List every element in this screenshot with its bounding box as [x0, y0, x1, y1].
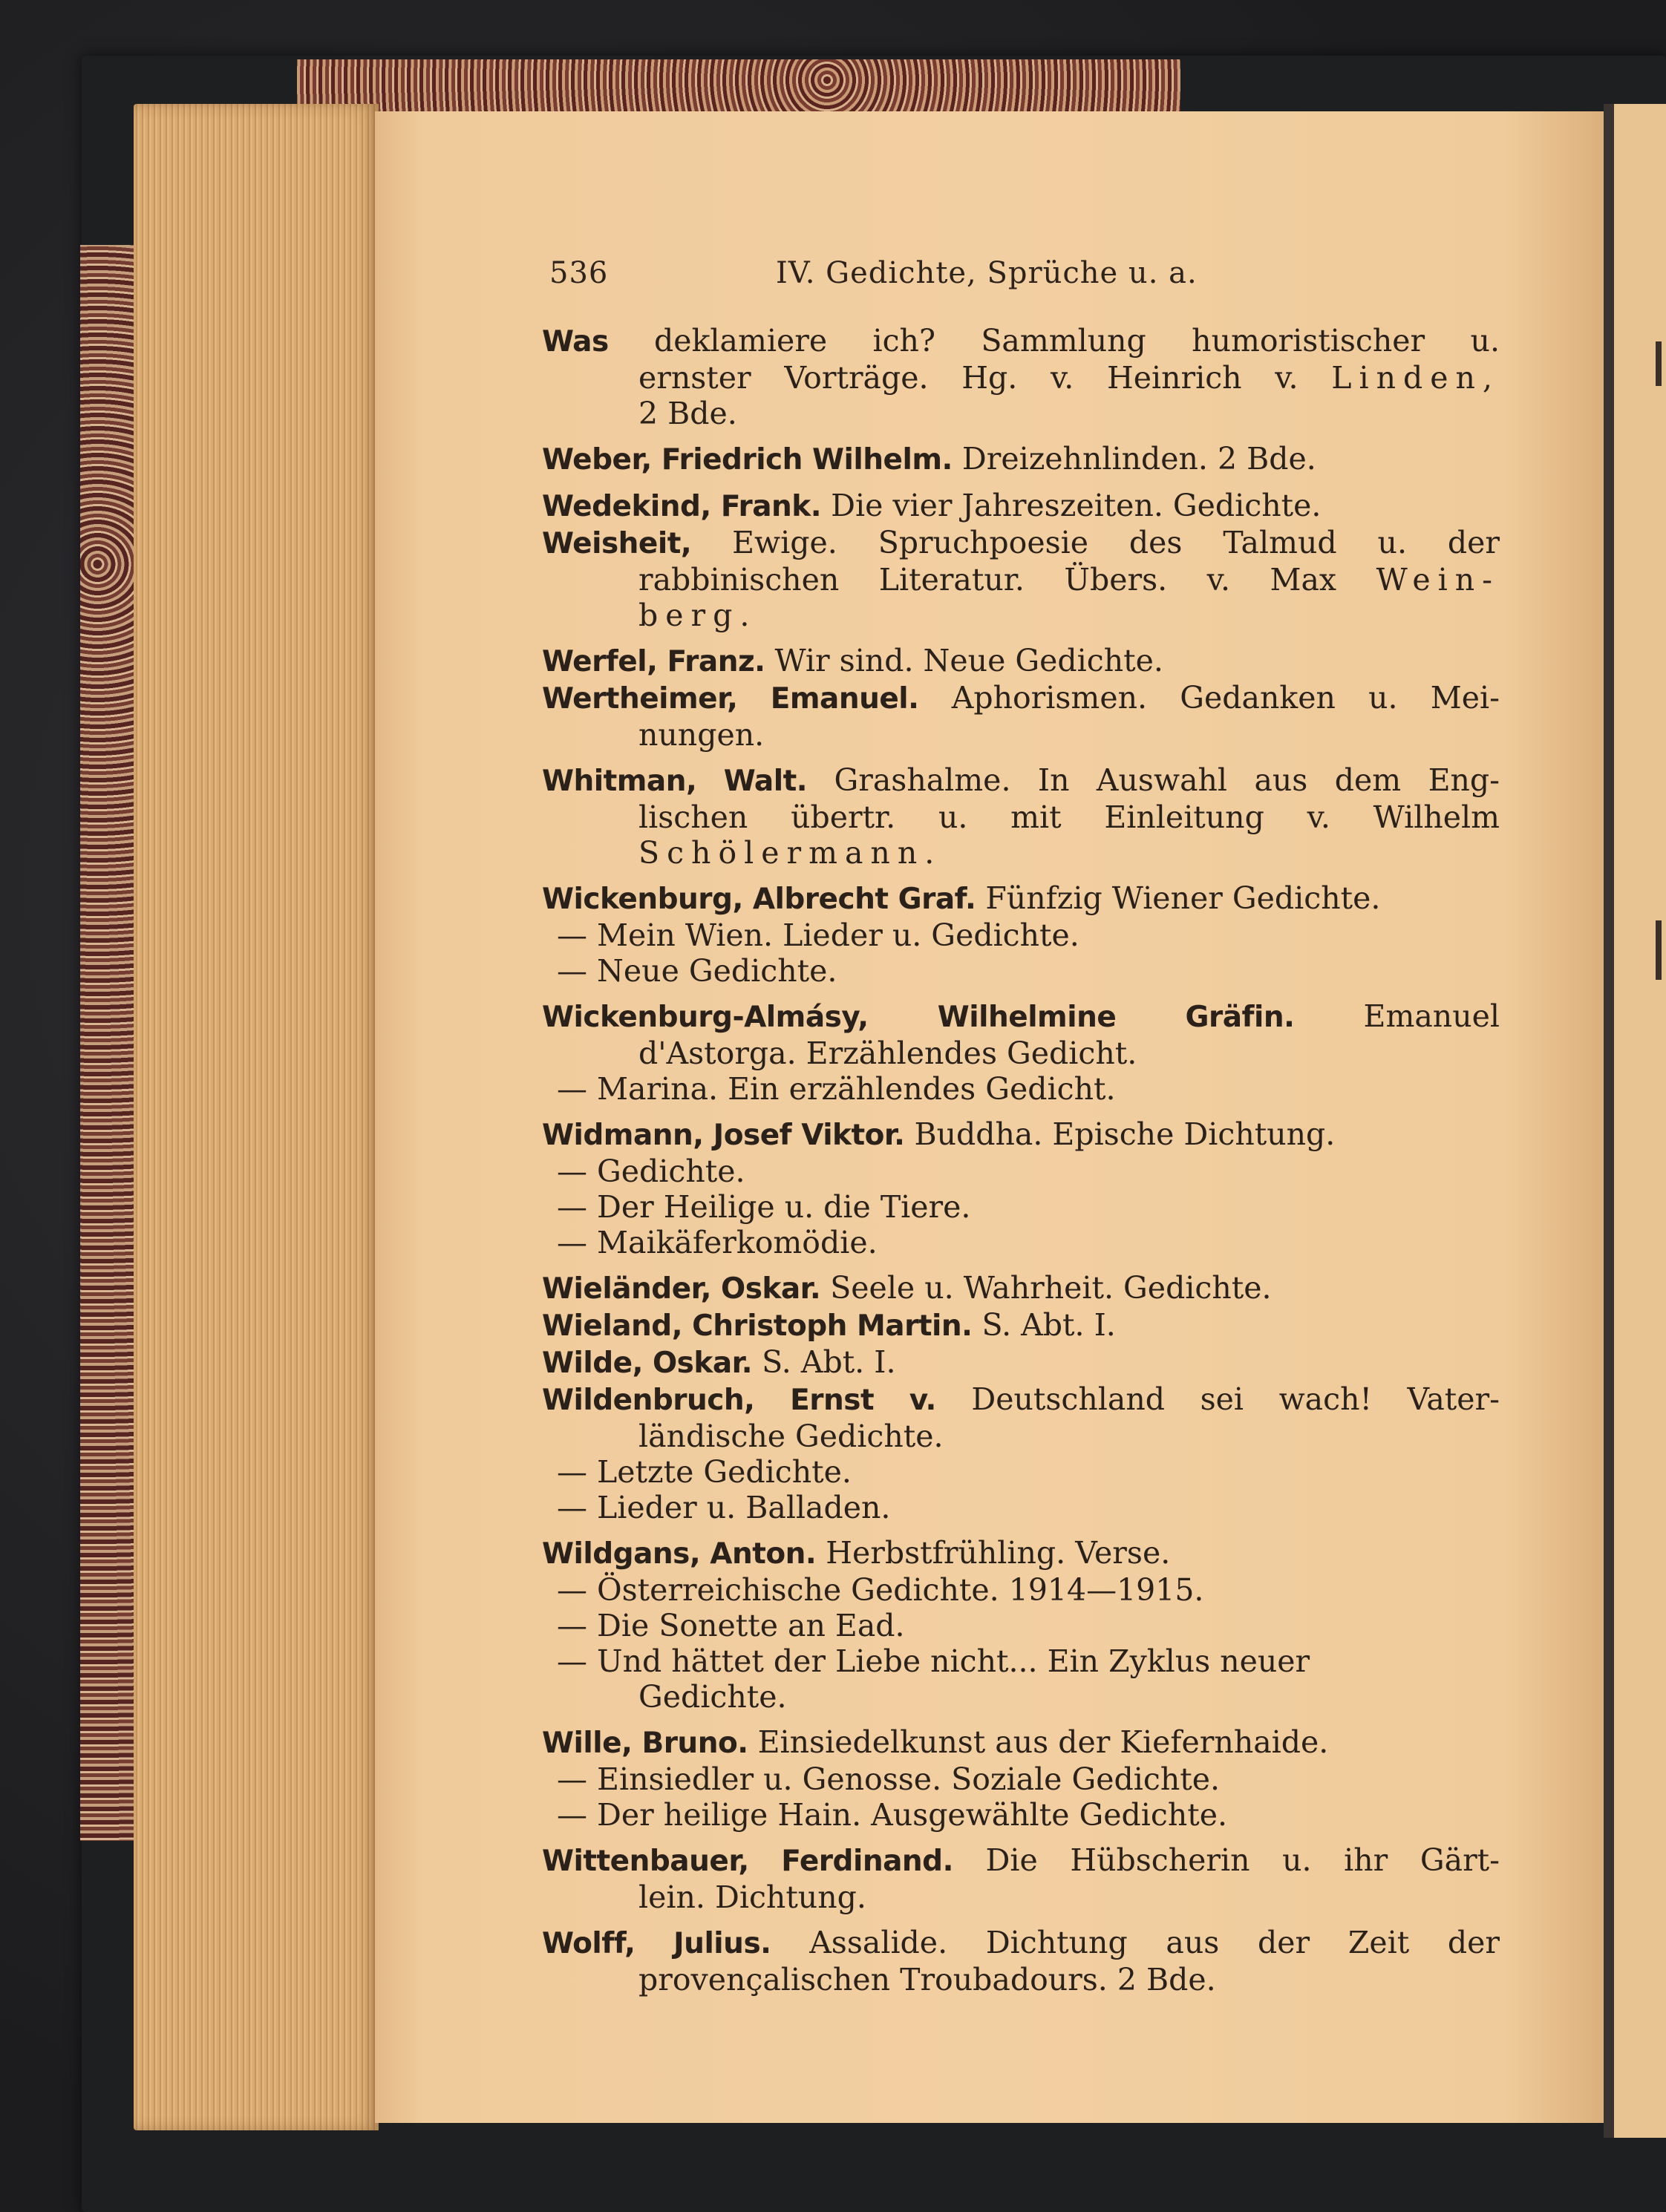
bibliography-entry: [542, 1925, 1500, 1997]
entry-line: [542, 1925, 1500, 1962]
marbled-endpaper-left: [80, 245, 138, 1841]
entry-line: [542, 1307, 1500, 1344]
entry-text: — Gedichte.: [557, 1154, 745, 1189]
entry-text: S. Abt. I.: [972, 1307, 1116, 1343]
author-name: Wolff, Julius.: [542, 1927, 771, 1960]
bibliography-entry: [542, 1724, 1500, 1833]
entry-line: [542, 1035, 1500, 1071]
entry-line: [542, 396, 1500, 431]
entry-line: [542, 953, 1500, 989]
page-block-edges: [134, 104, 379, 2130]
marbled-endpaper-top: [297, 59, 1180, 111]
entry-line: [542, 917, 1500, 953]
entry-text: 2 Bde.: [638, 396, 737, 431]
author-name: Wieland, Christoph Martin.: [542, 1309, 973, 1343]
entry-text: ländische Gedichte.: [638, 1419, 944, 1454]
entry-text: d'Astorga. Erzählendes Gedicht.: [638, 1035, 1137, 1071]
entry-text: lischen übertr. u. mit Einleitung v. Wilhelm: [638, 799, 1500, 835]
author-name: Whitman, Walt.: [542, 765, 808, 798]
entry-text: Grashalme. In Auswahl aus dem Eng-: [807, 762, 1500, 798]
author-name: Wickenburg-Almásy, Wilhelmine Gräfin.: [542, 1001, 1295, 1034]
entry-line: [542, 1454, 1500, 1490]
entry-text: — Neue Gedichte.: [557, 953, 837, 989]
entry-line: [542, 1344, 1500, 1381]
author-name: Wildgans, Anton.: [542, 1537, 817, 1571]
bibliography-entry: [542, 880, 1500, 989]
entry-line: [542, 835, 1500, 871]
entry-text: — Letzte Gedichte.: [557, 1454, 852, 1490]
bibliography-entry: [542, 643, 1500, 753]
entry-text: — Österreichische Gedichte. 1914—1915.: [557, 1572, 1204, 1608]
author-name: Wieländer, Oskar.: [542, 1272, 821, 1306]
entry-text: — Der heilige Hain. Ausgewählte Gedichte.: [557, 1797, 1228, 1833]
bibliography-entries: [542, 323, 1500, 2007]
entry-line: [542, 1962, 1500, 1997]
entry-text: nungen.: [638, 717, 765, 753]
entry-text: Fünfzig Wiener Gedichte.: [976, 880, 1381, 916]
entry-line: [542, 525, 1500, 562]
bibliography-entry: [542, 762, 1500, 871]
author-name: Wille, Bruno.: [542, 1727, 748, 1760]
spaced-name: Schölermann.: [638, 835, 942, 871]
entry-text: — Lieder u. Balladen.: [557, 1490, 891, 1525]
entry-text: lein. Dichtung.: [638, 1879, 866, 1915]
author-name: Weber, Friedrich Wilhelm.: [542, 443, 953, 477]
author-name: Was: [542, 325, 609, 359]
entry-line: [542, 717, 1500, 753]
entry-text: Wir sind. Neue Gedichte.: [765, 643, 1163, 678]
entry-text: — Und hättet der Liebe nicht... Ein Zyklus neuer: [557, 1643, 1310, 1679]
entry-line: [542, 1608, 1500, 1643]
entry-line: [542, 762, 1500, 799]
author-name: Wildenbruch, Ernst v.: [542, 1384, 936, 1417]
author-name: Weisheit,: [542, 527, 692, 560]
entry-line: [542, 680, 1500, 717]
author-name: Wilde, Oskar.: [542, 1346, 753, 1380]
entry-text: Seele u. Wahrheit. Gedichte.: [820, 1270, 1272, 1306]
entry-line: [542, 1116, 1500, 1154]
page-header-title: IV. Gedichte, Sprüche u. a.: [776, 256, 1198, 290]
entry-line: [542, 799, 1500, 835]
entry-text: Einsiedelkunst aus der Kiefernhaide.: [748, 1724, 1329, 1760]
entry-line: [542, 1225, 1500, 1260]
entry-line: [542, 1189, 1500, 1225]
entry-text: Herbstfrühling. Verse.: [816, 1535, 1171, 1571]
entry-line: [542, 1679, 1500, 1715]
entry-line: [542, 1879, 1500, 1915]
entry-line: [542, 1419, 1500, 1454]
facing-page-mark: [1656, 920, 1662, 980]
entry-line: [542, 598, 1500, 633]
spaced-name: Linden,: [1331, 360, 1500, 396]
entry-text: provençalischen Troubadours. 2 Bde.: [638, 1962, 1216, 1997]
entry-line: [542, 998, 1500, 1035]
entry-line: [542, 1761, 1500, 1797]
bibliography-entry: [542, 1116, 1500, 1260]
author-name: Werfel, Franz.: [542, 645, 765, 678]
entry-line: [542, 562, 1500, 598]
facing-page-edge: [1604, 104, 1666, 2138]
entry-text: rabbinischen Literatur. Übers. v. Max: [638, 562, 1376, 598]
entry-text: S. Abt. I.: [752, 1344, 896, 1380]
entry-text: Dreizehnlinden. 2 Bde.: [952, 441, 1316, 477]
bibliography-entry: [542, 998, 1500, 1107]
entry-text: ernster Vorträge. Hg. v. Heinrich v.: [638, 360, 1332, 396]
entry-text: — Marina. Ein erzählendes Gedicht.: [557, 1071, 1116, 1107]
bibliography-entry: [542, 1842, 1500, 1915]
bibliography-entry: [542, 323, 1500, 431]
entry-text: Ewige. Spruchpoesie des Talmud u. der: [691, 525, 1500, 560]
entry-text: — Einsiedler u. Genosse. Soziale Gedichte.: [557, 1761, 1220, 1797]
spaced-name: berg.: [638, 598, 757, 633]
entry-line: [542, 880, 1500, 917]
entry-text: Assalide. Dichtung aus der Zeit der: [771, 1925, 1500, 1960]
entry-line: [542, 1797, 1500, 1833]
entry-text: Buddha. Epische Dichtung.: [904, 1116, 1336, 1152]
bibliography-entry: [542, 441, 1500, 478]
entry-line: [542, 360, 1500, 396]
entry-line: [542, 1572, 1500, 1608]
bibliography-entry: [542, 1270, 1500, 1525]
entry-line: [542, 441, 1500, 478]
entry-line: [542, 1643, 1500, 1679]
spaced-name: Wein-: [1376, 562, 1500, 598]
page-number: 536: [549, 256, 609, 290]
entry-line: [542, 1724, 1500, 1761]
entry-text: — Die Sonette an Ead.: [557, 1608, 905, 1643]
author-name: Widmann, Josef Viktor.: [542, 1119, 905, 1152]
entry-text: Deutschland sei wach! Vater-: [935, 1381, 1500, 1417]
entry-text: — Der Heilige u. die Tiere.: [557, 1189, 971, 1225]
entry-line: [542, 1154, 1500, 1189]
entry-line: [542, 1071, 1500, 1107]
entry-line: [542, 643, 1500, 680]
entry-text: deklamiere ich? Sammlung humoristischer u.: [608, 323, 1500, 359]
entry-line: [542, 1535, 1500, 1572]
author-name: Wickenburg, Albrecht Graf.: [542, 883, 976, 916]
facing-page-mark: [1656, 341, 1662, 386]
author-name: Wertheimer, Emanuel.: [542, 682, 919, 716]
entry-line: [542, 1490, 1500, 1525]
entry-text: Die vier Jahreszeiten. Gedichte.: [821, 488, 1322, 523]
entry-text: — Maikäferkomödie.: [557, 1225, 878, 1260]
entry-text: Emanuel: [1294, 998, 1500, 1034]
entry-text: Die Hübscherin u. ihr Gärt-: [953, 1842, 1500, 1878]
entry-line: [542, 323, 1500, 360]
bibliography-entry: [542, 488, 1500, 633]
entry-text: — Mein Wien. Lieder u. Gedichte.: [557, 917, 1079, 953]
author-name: Wedekind, Frank.: [542, 490, 822, 523]
entry-line: [542, 1381, 1500, 1419]
bibliography-entry: [542, 1535, 1500, 1715]
entry-line: [542, 1842, 1500, 1879]
entry-text: Aphorismen. Gedanken u. Mei-: [918, 680, 1500, 716]
author-name: Wittenbauer, Ferdinand.: [542, 1845, 953, 1878]
entry-line: [542, 488, 1500, 525]
entry-text: Gedichte.: [638, 1679, 787, 1715]
entry-line: [542, 1270, 1500, 1307]
